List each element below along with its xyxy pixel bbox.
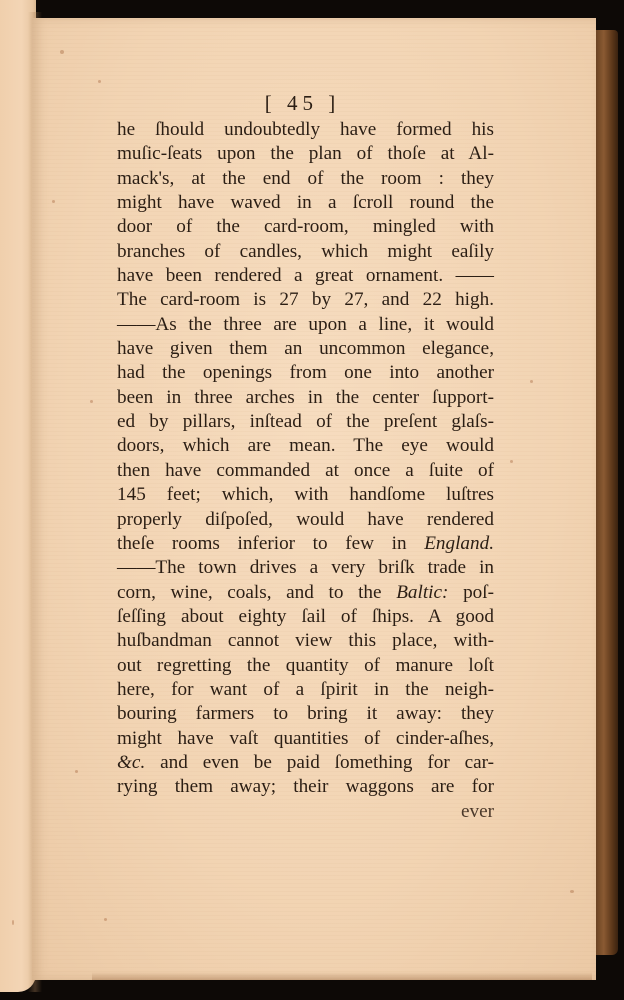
text-line: branches of candles, which might eaſily <box>117 240 494 262</box>
text-line: door of the card-room, mingled with <box>117 216 494 238</box>
page-number: [ 45 ] <box>264 91 341 115</box>
text-line: muſic-ſeats upon the plan of thoſe at Al- <box>117 143 494 165</box>
text-line: been in three arches in the center ſupport- <box>117 386 494 408</box>
text-line: properly diſpoſed, would have rendered <box>117 508 494 530</box>
text-line: he ſhould undoubtedly have formed his <box>117 119 494 140</box>
text-line: had the openings from one into another <box>117 362 494 384</box>
foxing-spot <box>98 80 101 83</box>
text-line: might have waved in a ſcroll round the <box>117 192 494 214</box>
foxing-spot <box>75 770 78 773</box>
text-line: corn, wine, coals, and to the Baltic: poſ- <box>117 581 494 603</box>
foxing-spot <box>52 200 55 203</box>
foxing-spot <box>60 50 64 54</box>
foxing-spot <box>510 460 513 463</box>
text-line: might have vaſt quantities of cinder-aſhes, <box>117 727 494 749</box>
text-line: bouring farmers to bring it away: they <box>117 703 494 725</box>
text-line: &c. and even be paid ſomething for car- <box>117 751 494 773</box>
text-line: have given them an uncommon elegance, <box>117 338 494 360</box>
book-cover-edge <box>596 30 618 955</box>
text-line: then have commanded at once a ſuite of <box>117 459 494 481</box>
text-line: ſeſſing about eighty ſail of ſhips. A good <box>117 605 494 627</box>
text-line: have been rendered a great ornament. —— <box>117 265 494 287</box>
catchword: ever <box>460 800 494 822</box>
text-line: mack's, at the end of the room : they <box>117 167 494 189</box>
text-line: ——As the three are upon a line, it would <box>117 313 494 335</box>
text-line: 145 feet; which, with handſome luſtres <box>117 484 494 506</box>
foxing-spot <box>104 918 107 921</box>
foxing-spot <box>530 380 533 383</box>
page-text <box>117 88 494 824</box>
text-line: out regretting the quantity of manure loſt <box>117 654 494 676</box>
text-line: The card-room is 27 by 27, and 22 high. <box>117 289 494 311</box>
text-line: doors, which are mean. The eye would <box>117 435 494 457</box>
text-line: ed by pillars, inſtead of the preſent glaſs- <box>117 411 494 433</box>
foxing-spot <box>570 890 574 893</box>
foxing-spot <box>90 400 93 403</box>
page-stain <box>92 972 592 980</box>
text-line: huſbandman cannot view this place, with- <box>117 630 494 652</box>
foxing-spot <box>12 920 14 925</box>
text-line: theſe rooms inferior to few in England. <box>117 532 495 554</box>
text-line: here, for want of a ſpirit in the neigh- <box>117 678 494 700</box>
italic-england: England. <box>424 532 495 554</box>
italic-etc: &c. <box>117 751 146 773</box>
italic-baltic: Baltic: <box>396 581 449 603</box>
text-line: ——The town drives a very briſk trade in <box>117 557 494 579</box>
text-line: rying them away; their waggons are for <box>117 776 494 798</box>
